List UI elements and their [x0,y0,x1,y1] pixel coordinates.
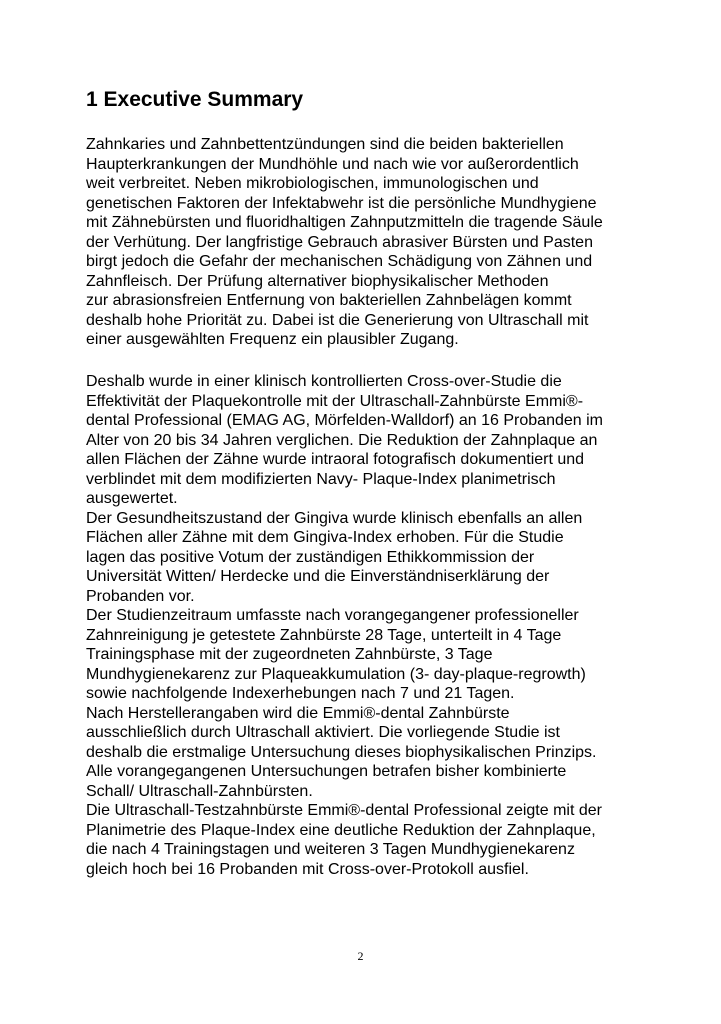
paragraph-study [86,372,603,879]
page-number: 2 [357,949,364,963]
text-line: sowie nachfolgende Indexerhebungen nach 7 und 21 Tagen. [86,685,515,702]
text-line: ausgewertet. [86,490,178,507]
text-line: ausschließlich durch Ultraschall aktiviert. Die vorliegende Studie ist [86,724,560,741]
text-line: Planimetrie des Plaque-Index eine deutliche Reduktion der Zahnplaque, [86,821,596,839]
text-line: Effektivität der Plaquekontrolle mit der Ultraschall-Zahnbürste Emmi®- [86,392,584,410]
text-line: birgt jedoch die Gefahr der mechanischen Schädigung von Zähnen und [86,253,593,270]
text-line: Zahnreinigung je getestete Zahnbürste 28 Tage, unterteilt in 4 Tage [86,626,562,644]
text-line: Schall/ Ultraschall-Zahnbürsten. [86,782,313,800]
text-line: Haupterkrankungen der Mundhöhle und nach wie vor außerordentlich [86,155,579,173]
text-line: gleich hoch bei 16 Probanden mit Cross-over-Protokoll ausfiel. [86,860,529,878]
text-line: Flächen aller Zähne mit dem Gingiva-Index erhoben. Für die Studie [86,529,564,546]
text-line: Deshalb wurde in einer klinisch kontrollierten Cross-over-Studie die [86,373,562,390]
text-line: deshalb die erstmalige Untersuchung dieses biophysikalischen Prinzips. [86,743,597,761]
text-line: dental Professional (EMAG AG, Mörfelden-Walldorf) an 16 Probanden im [86,412,603,429]
text-line: Trainingsphase mit der zugeordneten Zahnbürste, 3 Tage [86,646,493,663]
text-line: weit verbreitet. Neben mikrobiologischen, immunologischen und [86,175,539,192]
text-line: Zahnkaries und Zahnbettentzündungen sind die beiden bakteriellen [86,136,564,153]
section-heading: 1 Executive Summary [86,88,304,111]
text-line: der Verhütung. Der langfristige Gebrauch abrasiver Bürsten und Pasten [86,233,593,251]
text-line: mit Zähnebürsten und fluoridhaltigen Zahnputzmitteln die tragende Säule [86,214,603,231]
text-line: Der Gesundheitszustand der Gingiva wurde klinisch ebenfalls an allen [86,509,583,527]
text-line: lagen das positive Votum der zuständigen Ethikkommission der [86,548,535,566]
text-line: Probanden vor. [86,587,195,605]
text-line: verblindet mit dem modifizierten Navy- Plaque-Index planimetrisch [86,470,556,488]
text-line: zur abrasionsfreien Entfernung von bakteriellen Zahnbelägen kommt [86,292,572,309]
text-line: einer ausgewählten Frequenz ein plausibler Zugang. [86,331,459,348]
text-line: Der Studienzeitraum umfasste nach vorangegangener professioneller [86,607,579,624]
text-line: deshalb hohe Priorität zu. Dabei ist die Generierung von Ultraschall mit [86,311,589,329]
text-line: Zahnfleisch. Der Prüfung alternativer biophysikalischer Methoden [86,272,549,290]
text-line: Nach Herstellerangaben wird die Emmi®-dental Zahnbürste [86,704,510,722]
text-line: Universität Witten/ Herdecke und die Einverständniserklärung der [86,568,550,585]
text-line: Mundhygienekarenz zur Plaqueakkumulation (3- day-plaque-regrowth) [86,665,586,683]
text-line: allen Flächen der Zähne wurde intraoral fotografisch dokumentiert und [86,451,585,468]
text-line: Alle vorangegangenen Untersuchungen betrafen bisher kombinierte [86,763,567,780]
text-line: Die Ultraschall-Testzahnbürste Emmi®-dental Professional zeigte mit der [86,802,602,819]
text-line: die nach 4 Trainingstagen und weiteren 3 Tagen Mundhygienekarenz [86,841,575,858]
text-line: Alter von 20 bis 34 Jahren verglichen. Die Reduktion der Zahnplaque an [86,431,598,449]
paragraph-intro [86,135,603,350]
text-line: genetischen Faktoren der Infektabwehr ist die persönliche Mundhygiene [86,194,597,212]
